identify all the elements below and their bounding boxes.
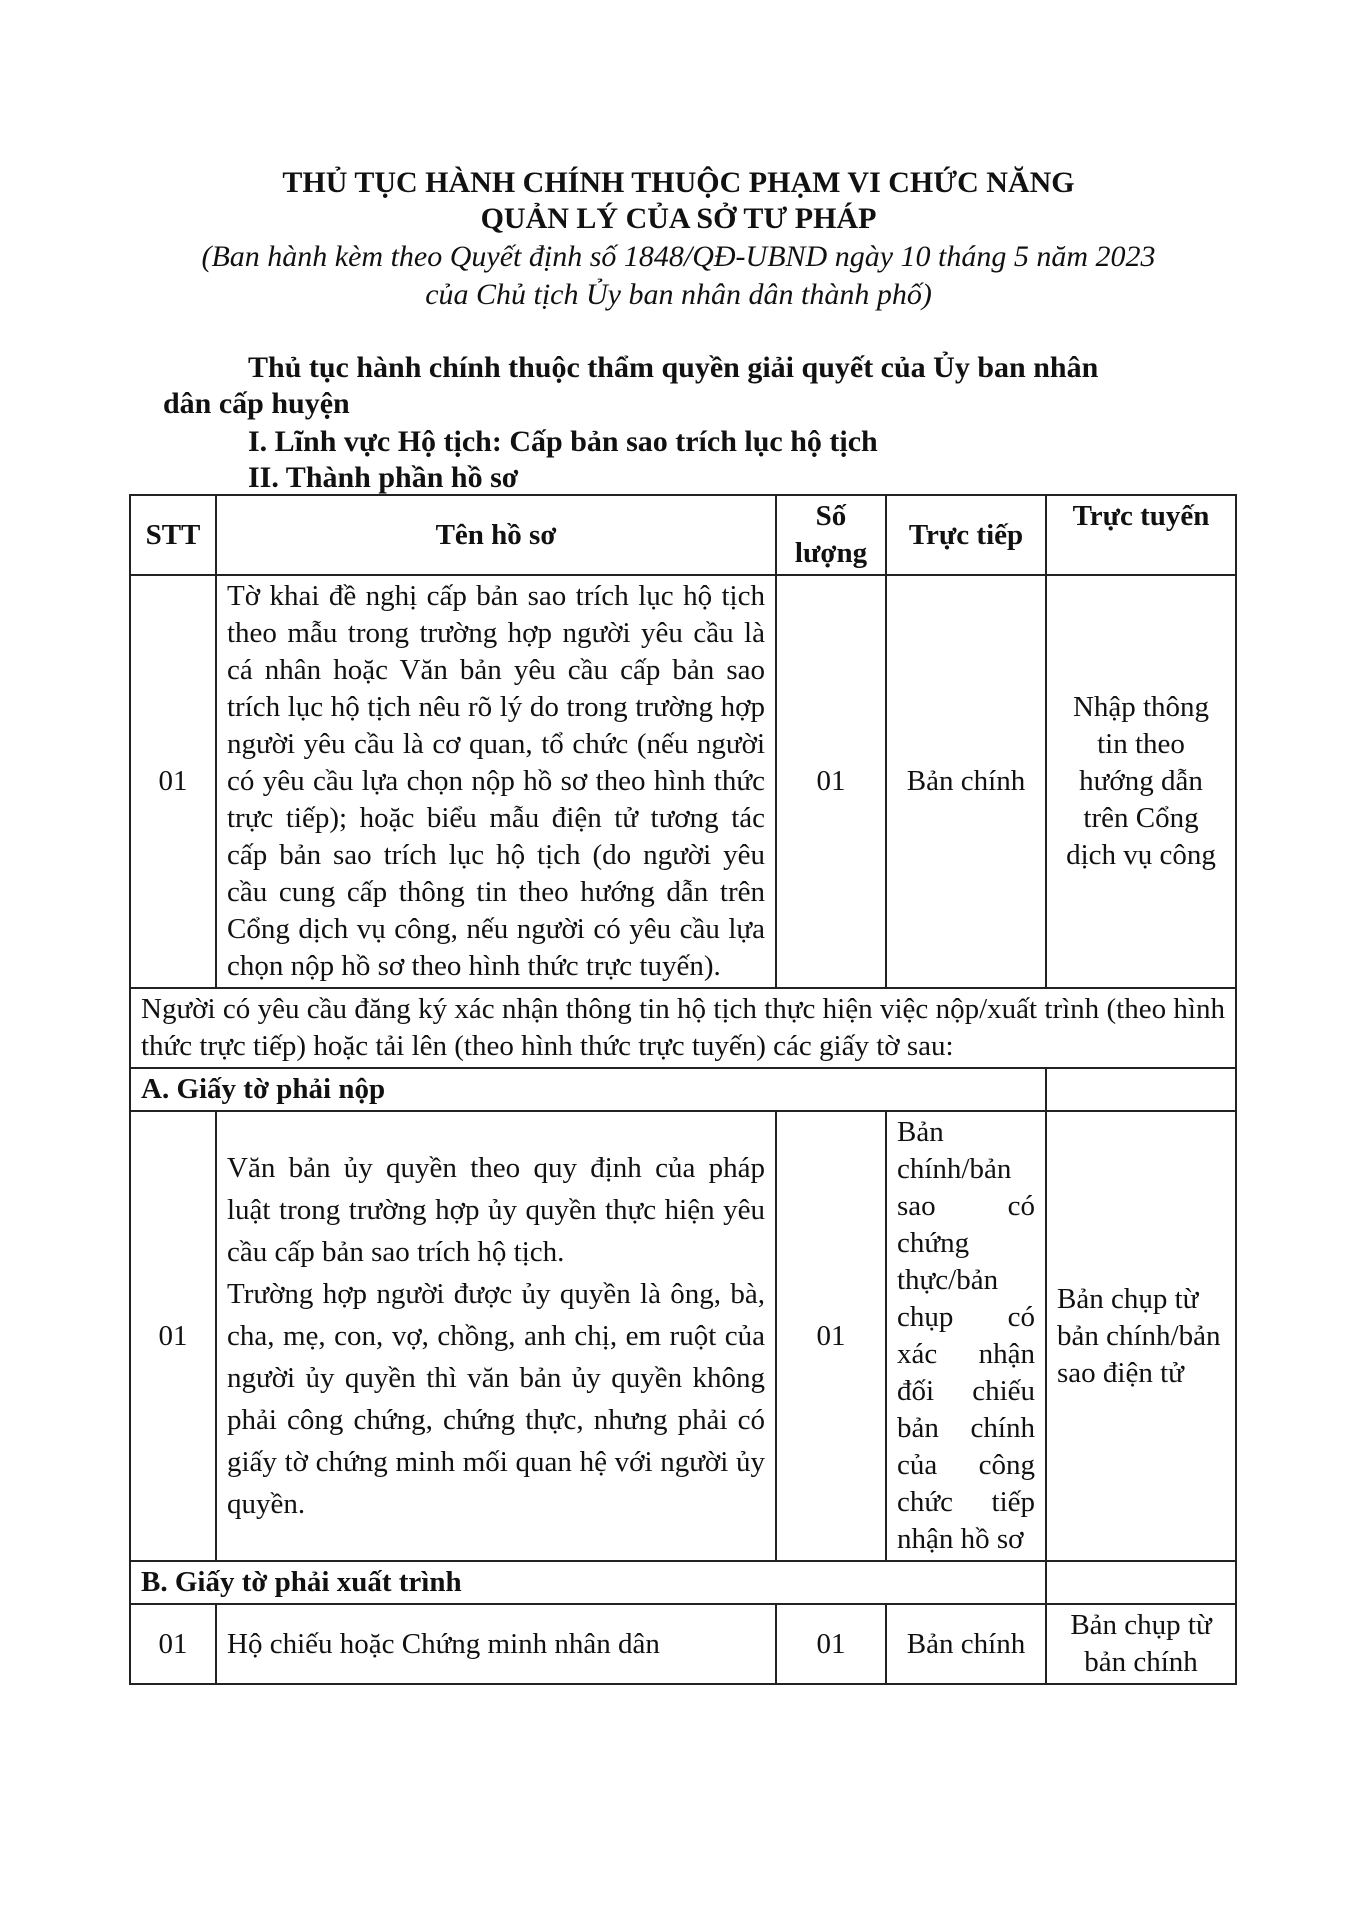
section-a-empty-cell bbox=[1046, 1068, 1236, 1111]
section-b-empty-cell bbox=[1046, 1561, 1236, 1604]
row3-direct: Bản chính bbox=[886, 1604, 1046, 1684]
row2-direct: Bản chính/bản sao có chứng thực/bản chụp có xác nhận đối chiếu bản chính của công chức tiếp nhận hồ sơ bbox=[886, 1111, 1046, 1561]
row2-stt: 01 bbox=[130, 1111, 216, 1561]
row1-online: Nhập thông tin theo hướng dẫn trên Cổng dịch vụ công bbox=[1046, 575, 1236, 988]
title-line-1: THỦ TỤC HÀNH CHÍNH THUỘC PHẠM VI CHỨC NĂNG bbox=[282, 166, 1075, 199]
note-row bbox=[130, 988, 1236, 1068]
header-name: Tên hồ sơ bbox=[216, 495, 776, 575]
table-row bbox=[130, 575, 1236, 988]
row3-online: Bản chụp từ bản chính bbox=[1046, 1604, 1236, 1684]
row2-quantity: 01 bbox=[776, 1111, 886, 1561]
table-header-row bbox=[130, 495, 1236, 575]
row2-name bbox=[216, 1111, 776, 1561]
row2-name-paragraph-2: Trường hợp người được ủy quyền là ông, bà, cha, mẹ, con, vợ, chồng, anh chị, em ruột của người ủy quyền thì văn bản ủy quyền không phải công chứng, chứng thực, nhưng phải có giấy tờ chứng minh mối quan hệ với người ủy quyền. bbox=[227, 1278, 765, 1520]
section-b-row bbox=[130, 1561, 1236, 1604]
subtitle-line-1: (Ban hành kèm theo Quyết định số 1848/QĐ-UBND ngày 10 tháng 5 năm 2023 bbox=[201, 240, 1156, 273]
row2-name-paragraph-1: Văn bản ủy quyền theo quy định của pháp luật trong trường hợp ủy quyền thực hiện yêu cầu cấp bản sao trích hộ tịch. bbox=[227, 1152, 765, 1268]
subtitle-line-2: của Chủ tịch Ủy ban nhân dân thành phố) bbox=[425, 278, 932, 311]
section-heading-1: I. Lĩnh vực Hộ tịch: Cấp bản sao trích lục hộ tịch bbox=[248, 425, 878, 458]
section-a-row bbox=[130, 1068, 1236, 1111]
section-b-label: B. Giấy tờ phải xuất trình bbox=[130, 1561, 1046, 1604]
row1-stt: 01 bbox=[130, 575, 216, 988]
row1-direct: Bản chính bbox=[886, 575, 1046, 988]
header-direct: Trực tiếp bbox=[886, 495, 1046, 575]
table-row bbox=[130, 1111, 1236, 1561]
intro-line-2: dân cấp huyện bbox=[163, 387, 350, 420]
header-quantity: Số lượng bbox=[776, 495, 886, 575]
header-online: Trực tuyến bbox=[1046, 495, 1236, 575]
note-text: Người có yêu cầu đăng ký xác nhận thông tin hộ tịch thực hiện việc nộp/xuất trình (theo hình thức trực tiếp) hoặc tải lên (theo hình thức trực tuyến) các giấy tờ sau: bbox=[130, 988, 1236, 1068]
section-a-label: A. Giấy tờ phải nộp bbox=[130, 1068, 1046, 1111]
title-line-2: QUẢN LÝ CỦA SỞ TƯ PHÁP bbox=[480, 202, 877, 235]
row3-quantity: 01 bbox=[776, 1604, 886, 1684]
intro-line-1: Thủ tục hành chính thuộc thẩm quyền giải quyết của Ủy ban nhân bbox=[248, 351, 1099, 384]
row3-stt: 01 bbox=[130, 1604, 216, 1684]
row1-name: Tờ khai đề nghị cấp bản sao trích lục hộ tịch theo mẫu trong trường hợp người yêu cầu là cá nhân hoặc Văn bản yêu cầu cấp bản sao trích lục hộ tịch nêu rõ lý do trong trường hợp người yêu cầu là cơ quan, tổ chức (nếu người có yêu cầu lựa chọn nộp hồ sơ theo hình thức trực tiếp); hoặc biểu mẫu điện tử tương tác cấp bản sao trích lục hộ tịch (do người yêu cầu cung cấp thông tin theo hướng dẫn trên Cổng dịch vụ công, nếu người có yêu cầu lựa chọn nộp hồ sơ theo hình thức trực tuyến). bbox=[216, 575, 776, 988]
section-heading-2: II. Thành phần hồ sơ bbox=[248, 461, 519, 494]
table-row bbox=[130, 1604, 1236, 1684]
row1-quantity: 01 bbox=[776, 575, 886, 988]
row2-online: Bản chụp từ bản chính/bản sao điện tử bbox=[1046, 1111, 1236, 1561]
header-stt: STT bbox=[130, 495, 216, 575]
row3-name: Hộ chiếu hoặc Chứng minh nhân dân bbox=[216, 1604, 776, 1684]
documents-table bbox=[129, 494, 1237, 1685]
